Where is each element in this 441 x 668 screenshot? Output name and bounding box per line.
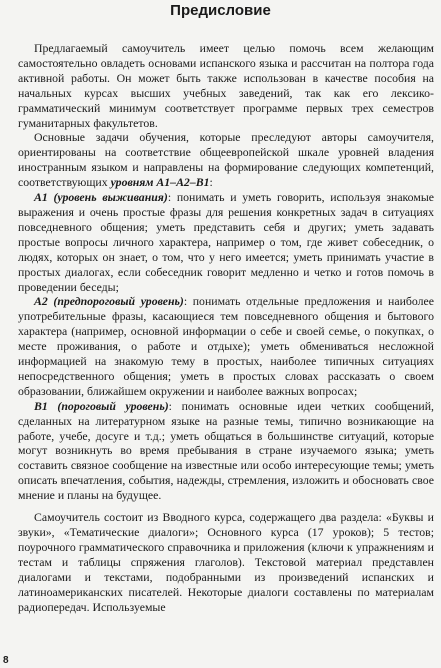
page-number: 8	[3, 655, 9, 666]
tasks-paragraph	[18, 130, 434, 190]
level-a2-text: : понимать отдельные предложения и наиболее употребительные фразы, касающиеся тем повседневного общения и бытового характера (например, основной информации о себе и своей семье, о покупках, о месте проживания, о работе и отдыхе); уметь обмениваться несложной информацией на знакомую тему в простых, наиболее типичных ситуациях непосредственного общения; уметь в простых словах рассказать о своем образовании, ближайшем окружении и наиболее важных вопросах;	[18, 294, 434, 398]
level-b1-paragraph	[18, 399, 434, 503]
intro-paragraph: Предлагаемый самоучитель имеет целью помочь всем желающим самостоятельно овладеть основами испанского языка и рассчитан на полтора года активной работы. Он может быть также использован в качестве пособия на начальных курсах высших учебных заведений, так как его лексико-грамматический минимум соответствует программе первых трех семестров гуманитарных факультетов.	[18, 41, 434, 130]
levels-label: уровням А1–А2–В1	[110, 175, 210, 190]
level-a2-paragraph	[18, 294, 434, 398]
level-b1-label: В1 (пороговый уровень)	[34, 398, 169, 413]
level-a1-text: : понимать и уметь говорить, используя знакомые выражения и очень простые фразы для решения конкретных задач в ситуациях повседневного общения; уметь представить себя и других; уметь задавать простые вопросы личного характера, например о том, где живет собеседник, о людях, которых он знает, о том, что у него имеется; уметь принимать участие в простых диалогах, если собеседник говорит медленно и четко и готов помочь в проведении беседы;	[18, 190, 434, 294]
tasks-end: :	[209, 175, 213, 190]
level-b1-text: : понимать основные идеи четких сообщений, сделанных на литературном языке на разные темы, типично возникающие на работе, учебе, досуге и т.д.; уметь общаться в большинстве ситуаций, которые могут возникнуть во время пребывания в стране изучаемого языка; уметь составить связное сообщение на известные или особо интересующие темы; уметь описать впечатления, события, надежды, стремления, изложить и обосновать свое мнение и планы на будущее.	[18, 398, 434, 503]
structure-paragraph: Самоучитель состоит из Вводного курса, содержащего два раздела: «Буквы и звуки», «Тематические диалоги»; Основного курса (17 уроков); 5 тестов; поурочного грамматического справочника и приложения (ключи к упражнениям и тестам и таблицы спряжения глаголов). Текстовой материал представлен диалогами и текстами, подобранными из произведений испанских и латиноамериканских писателей. Некоторые диалоги составлены по материалам радиопередач. Используемые	[18, 510, 434, 614]
level-a2-label: А2 (предпороговый уровень)	[34, 294, 184, 309]
level-a1-label: А1 (уровень выживания)	[34, 190, 168, 205]
body-text	[18, 41, 434, 614]
tasks-text: Основные задачи обучения, которые преследуют авторы самоучителя, ориентированы на соответствие общеевропейской шкале уровней владения иностранным языком и направлены на формирование следующих компетенций, соответствующих	[18, 130, 434, 190]
page-title: Предисловие	[170, 2, 271, 19]
level-a1-paragraph	[18, 190, 434, 294]
